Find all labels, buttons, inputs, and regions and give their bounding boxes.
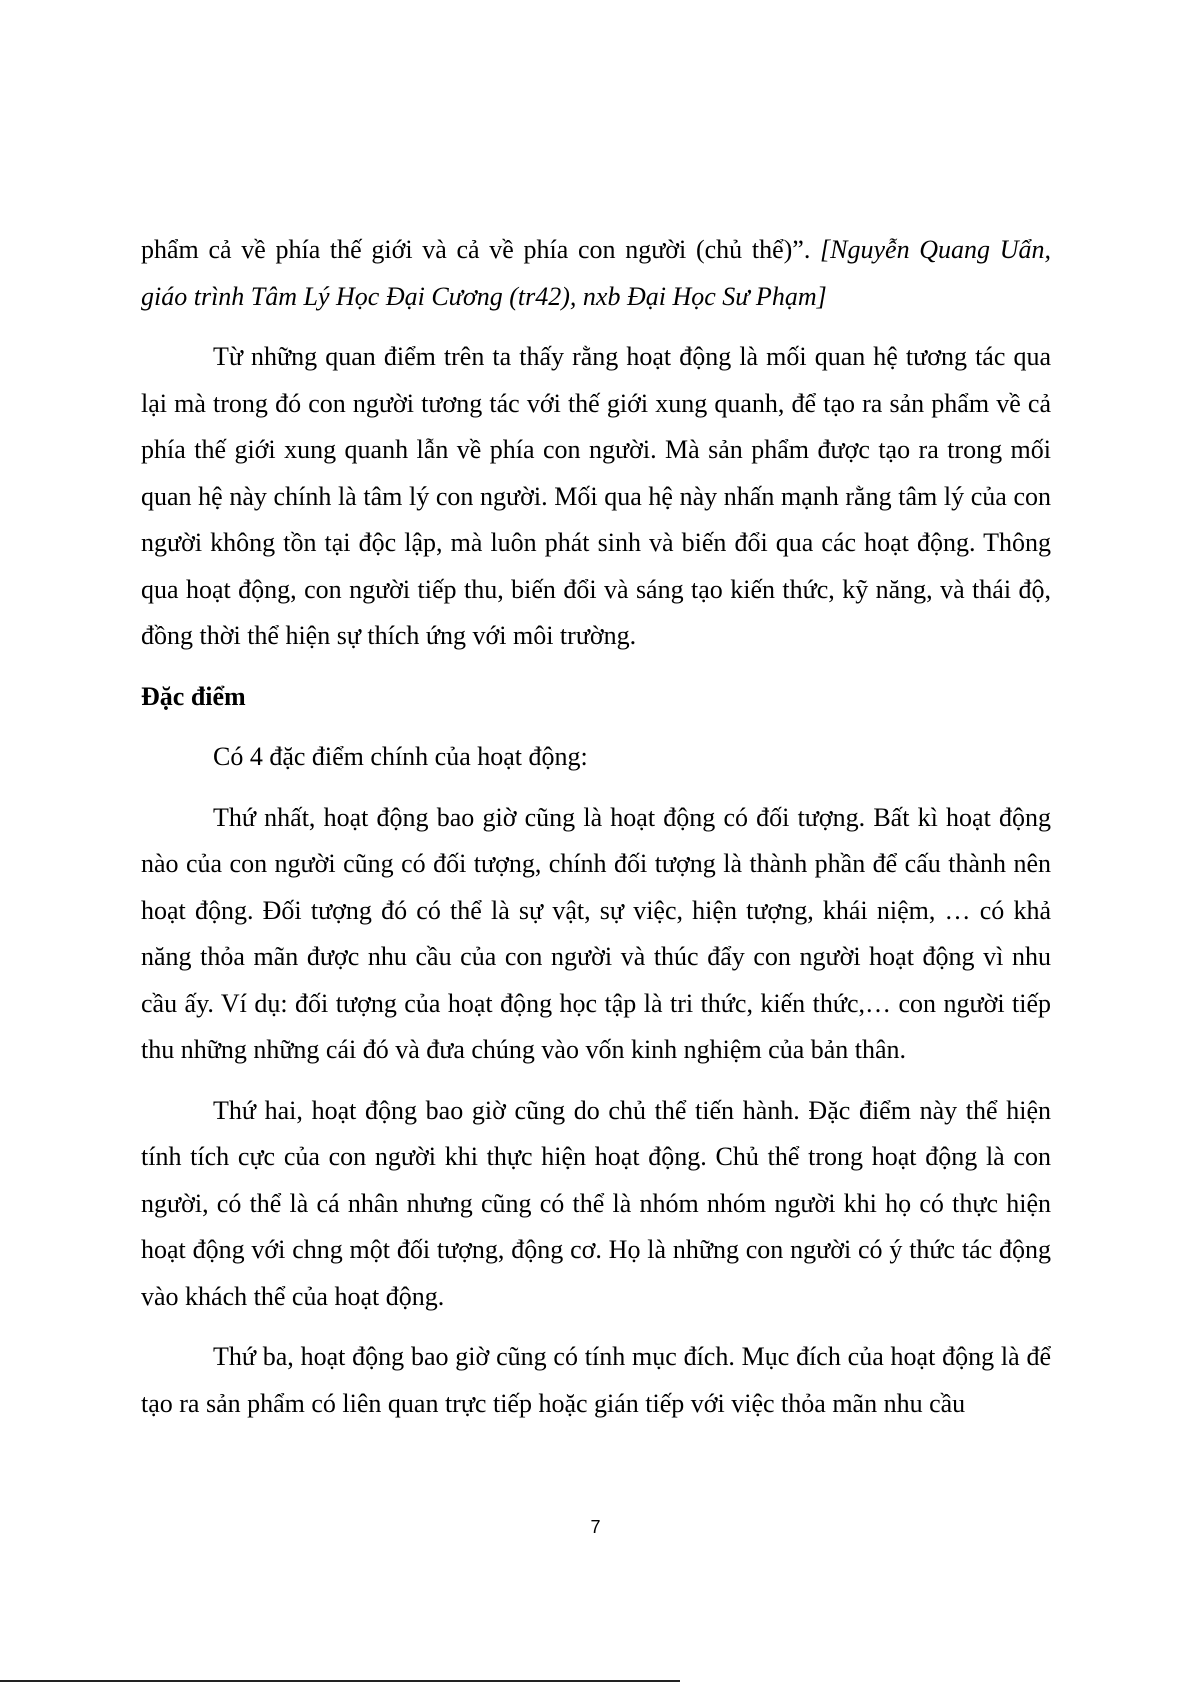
paragraph-summary: Từ những quan điểm trên ta thấy rằng hoạt động là mối quan hệ tương tác qua lại mà trong đó con người tương tác với thế giới xung quanh, để tạo ra sản phẩm về cả phía thế giới xung quanh lẫn về phía con người. Mà sản phẩm được tạo ra trong mối quan hệ này chính là tâm lý con người. Mối qua hệ này nhấn mạnh rằng tâm lý của con người không tồn tại độc lập, mà luôn phát sinh và biến đổi qua các hoạt động. Thông qua hoạt động, con người tiếp thu, biến đổi và sáng tạo kiến thức, kỹ năng, và thái độ, đồng thời thể hiện sự thích ứng với môi trường. [141, 342, 1051, 650]
paragraph-intro: Có 4 đặc điểm chính của hoạt động: [213, 742, 588, 771]
bottom-divider [0, 1680, 680, 1682]
paragraph-continuation [141, 227, 1051, 320]
citation: [Nguyễn Quang Uẩn, giáo trình Tâm Lý Học Đại Cương (tr42), nxb Đại Học Sư Phạm] [141, 235, 1052, 311]
page-body [141, 227, 1051, 1427]
section-heading: Đặc điểm [141, 681, 246, 711]
page-number: 7 [590, 1517, 601, 1537]
paragraph-text: phẩm cả về phía thế giới và cả về phía con người (chủ thể)”. [141, 235, 821, 264]
paragraph-first-feature: Thứ nhất, hoạt động bao giờ cũng là hoạt động có đối tượng. Bất kì hoạt động nào của con người cũng có đối tượng, chính đối tượng là thành phần để cấu thành nên hoạt động. Đối tượng đó có thể là sự vật, sự việc, hiện tượng, khái niệm, … có khả năng thỏa mãn được nhu cầu của con người và thúc đẩy con người hoạt động vì nhu cầu ấy. Ví dụ: đối tượng của hoạt động học tập là tri thức, kiến thức,… con người tiếp thu những những cái đó và đưa chúng vào vốn kinh nghiệm của bản thân. [141, 802, 1051, 1064]
paragraph-second-feature: Thứ hai, hoạt động bao giờ cũng do chủ thể tiến hành. Đặc điểm này thể hiện tính tích cực của con người khi thực hiện hoạt động. Chủ thể trong hoạt động là con người, có thể là cá nhân nhưng cũng có thể là nhóm nhóm người khi họ có thực hiện hoạt động với chng một đối tượng, động cơ. Họ là những con người có ý thức tác động vào khách thể của hoạt động. [141, 1095, 1051, 1311]
bottom-divider-dashed [596, 1680, 676, 1682]
paragraph-third-feature: Thứ ba, hoạt động bao giờ cũng có tính mục đích. Mục đích của hoạt động là để tạo ra sản phẩm có liên quan trực tiếp hoặc gián tiếp với việc thỏa mãn nhu cầu [141, 1342, 1051, 1418]
